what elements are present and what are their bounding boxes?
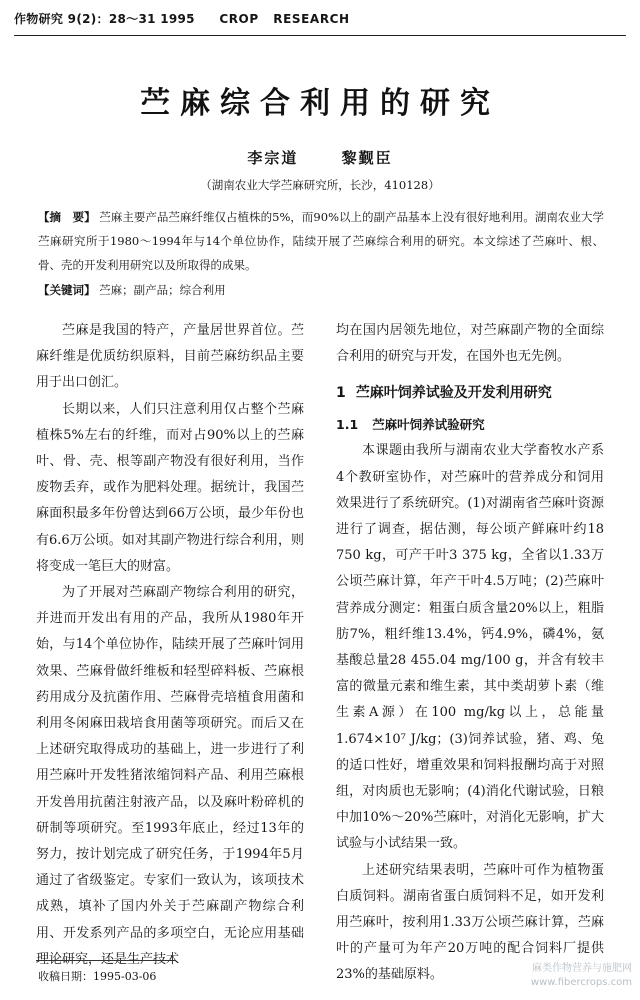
received-date-footnote: 收稿日期：1995-03-06 (38, 970, 157, 983)
site-watermark (531, 962, 632, 990)
section-heading (336, 382, 604, 404)
body-column-right (336, 318, 604, 989)
section-title: 苎麻叶饲养试验及开发利用研究 (355, 385, 552, 402)
watermark-line: www.fibercrops.com (530, 977, 632, 988)
author-name: 黎觐臣 (341, 149, 393, 167)
body-paragraph: 长期以来，人们只注意利用仅占整个苎麻植株5%左右的纤维，而对占90%以上的苎麻叶、骨、壳、根等副产物没有很好利用，当作废物丢弃，或作为肥料处理。据统计，我国苎麻面积最多年份曾达到66万公顷，最少年份也有6.6万公顷。如对其副产物进行综合利用，则将变成一笔巨大的财富。 (36, 401, 304, 574)
journal-english-name-2: RESEARCH (273, 12, 350, 26)
subsection-number: 1.1 (336, 417, 359, 433)
footnote-divider (36, 960, 176, 961)
body-paragraph: 为了开展对苎麻副产物综合利用的研究，并进而开发出有用的产品，我所从1980年开始，与14个单位协作，陆续开展了苎麻叶饲用效果、苎麻骨做纤维板和轻型碎料板、苎麻根药用成分及抗菌作用、苎麻骨壳培植食用菌和利用冬闲麻田栽培食用菌等项研究。而后又在上述研究取得成功的基础上，进一步进行了利用苎麻叶开发牲猪浓缩饲料产品、利用苎麻根开发兽用抗菌注射液产品，以及麻叶粉碎机的研制等项研究。至1993年底止，经过13年的努力，按计划完成了研究任务，于1994年5月通过了省级鉴定。专家们一致认为，该项技术成熟，填补了国内外关于苎麻副产物综合利用、开发系列产品的多项空白，无论应用基础理论研究，还是生产技术 (36, 585, 304, 967)
author-name: 李宗道 (247, 149, 299, 167)
abstract-text: 苎麻主要产品苎麻纤维仅占植株的5%，而90%以上的副产品基本上没有很好地利用。湖南农业大学苎麻研究所于1980～1994年与14个单位协作，陆续开展了苎麻综合利用的研究。本文综述了苎麻叶、根、骨、壳的开发利用研究以及所取得的成果。 (38, 210, 604, 272)
section-number: 1 (336, 385, 346, 402)
body-paragraph: 本课题由我所与湖南农业大学畜牧水产系4个教研室协作，对苎麻叶的营养成分和饲用效果进行了系统研究。(1)对湖南省苎麻叶资源进行了调查，据估测，每公顷产鲜麻叶约18 750 kg，可产干叶3 375 kg，全省以1.33万公顷苎麻计算，年产干叶4.5万吨；(2)苎麻叶营养成分测定：粗蛋白质含量20%以上，粗脂肪7%，粗纤维13.4%，钙4.9%，磷4%，氨基酸总量28 455.04 mg/100 g，并含有较丰富的微量元素和维生素，其中类胡萝卜素（维生素A源）在100 mg/kg以上，总能量1.674×10⁷ J/kg；(3)饲养试验，猪、鸡、兔的适口性好，增重效果和饲料报酬均高于对照组，对肉质也无影响；(4)消化代谢试验，日粮中加10%～20%苎麻叶，对消化无影响，扩大试验与小试结果一致。 (336, 443, 604, 852)
abstract (38, 205, 604, 277)
running-header (14, 10, 626, 36)
keywords-text: 苎麻；副产品；综合利用 (99, 283, 226, 297)
journal-english-name-1: CROP (219, 12, 259, 26)
journal-citation: 作物研究 9(2)：28～31 1995 (14, 12, 195, 26)
keywords-label: 【关键词】 (38, 283, 96, 297)
body-paragraph: 上述研究结果表明，苎麻叶可作为植物蛋白质饲料。湖南省蛋白质饲料不足，如开发利用苎麻叶，按利用1.33万公顷苎麻计算，苎麻叶的产量可为年产20万吨的配合饲料厂提供23%的基础原料。 (336, 862, 604, 983)
paper-title: 苎麻综合利用的研究 (140, 86, 500, 121)
abstract-label: 【摘 要】 (38, 210, 96, 224)
subsection-title: 苎麻叶饲养试验研究 (372, 417, 485, 433)
keywords (38, 278, 604, 302)
subsection-heading (336, 414, 604, 436)
author-list (0, 147, 640, 168)
watermark-line: 麻类作物营养与施肥网 (532, 963, 632, 974)
body-paragraph-continued: 均在国内居领先地位，对苎麻副产物的全面综合利用的研究与开发，在国外也无先例。 (336, 323, 604, 365)
author-affiliation: （湖南农业大学苎麻研究所，长沙，410128） (200, 178, 440, 192)
body-column-left (36, 318, 304, 973)
body-paragraph: 苎麻是我国的特产，产量居世界首位。苎麻纤维是优质纺织原料，目前苎麻纺织品主要用于出口创汇。 (36, 323, 304, 391)
